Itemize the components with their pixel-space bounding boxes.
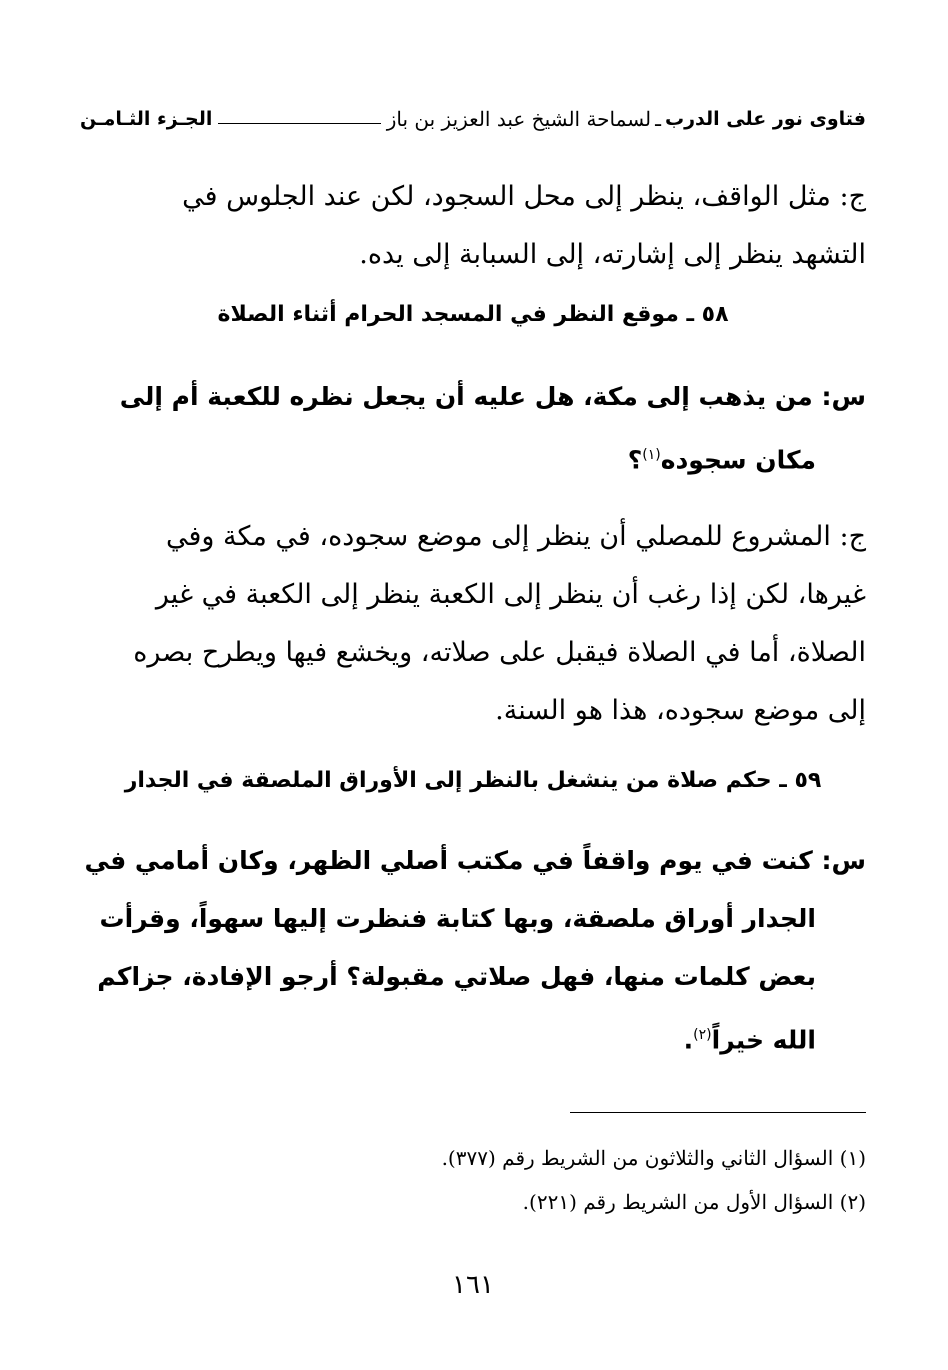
text-line: الصلاة، أما في الصلاة فيقبل على صلاته، ويخشع فيها ويطرح بصره xyxy=(133,637,866,668)
answer-continued xyxy=(80,168,866,284)
footnote-1: (١) السؤال الثاني والثلاثون من الشريط رقم (٣٧٧). xyxy=(441,1146,866,1170)
header-book-title: فتاوى نور على الدرب xyxy=(665,108,866,130)
section-heading: ٥٨ ـ موقع النظر في المسجد الحرام أثناء الصلاة xyxy=(217,302,729,327)
text-line: س: كنت في يوم واقفاً في مكتب أصلي الظهر، وكان أمامي في xyxy=(84,846,866,875)
question-end: . xyxy=(683,1025,694,1055)
text-line: ج: المشروع للمصلي أن ينظر إلى موضع سجوده، في مكة وفي xyxy=(165,521,866,552)
page-number: ١٦١ xyxy=(452,1270,494,1300)
footnote-2: (٢) السؤال الأول من الشريط رقم (٢٢١). xyxy=(522,1190,866,1214)
book-page xyxy=(80,96,866,1336)
header-volume: الجـزء الثـامـن xyxy=(80,108,213,130)
fatwa-58-heading xyxy=(80,302,866,327)
text-line xyxy=(80,948,866,1006)
footnote-marker: (١) xyxy=(642,447,661,463)
footnote-rule xyxy=(570,1112,866,1113)
text-line: س: من يذهب إلى مكة، هل عليه أن يجعل نظره للكعبة أم إلى xyxy=(119,382,866,411)
header-separator: ـ xyxy=(655,107,661,131)
question-last-line xyxy=(80,426,866,489)
text-line: إلى موضع سجوده، هذا هو السنة. xyxy=(495,695,866,726)
text-line xyxy=(80,890,866,948)
header-author: لسماحة الشيخ عبد العزيز بن باز xyxy=(386,107,652,131)
footnotes xyxy=(80,1136,866,1224)
question-text: بعض كلمات منها، فهل صلاتي مقبولة؟ أرجو الإفادة، جزاكم xyxy=(97,962,816,991)
fatwa-58-answer xyxy=(80,508,866,740)
section-heading: ٥٩ ـ حكم صلاة من ينشغل بالنظر إلى الأوراق الملصقة في الجدار xyxy=(124,768,822,793)
footnote-marker: (٢) xyxy=(693,1027,712,1043)
header-rule xyxy=(218,123,380,124)
question-text: الجدار أوراق ملصقة، وبها كتابة فنظرت إليها سهواً، وقرأت xyxy=(99,904,816,933)
text-line: ج: مثل الواقف، ينظر إلى محل السجود، لكن عند الجلوس في xyxy=(182,181,866,212)
fatwa-59-question xyxy=(80,832,866,1069)
question-text: الله خيراً xyxy=(711,1025,816,1055)
fatwa-59-heading xyxy=(80,768,866,793)
text-line: غيرها، لكن إذا رغب أن ينظر إلى الكعبة ينظر إلى الكعبة في غير xyxy=(155,579,866,610)
question-text: مكان سجوده xyxy=(660,445,816,475)
fatwa-58-question xyxy=(80,368,866,489)
question-last-line xyxy=(80,1006,866,1069)
text-line: التشهد ينظر إلى إشارته، إلى السبابة إلى يده. xyxy=(359,239,866,270)
question-end: ؟ xyxy=(627,445,643,475)
running-header xyxy=(80,96,866,142)
